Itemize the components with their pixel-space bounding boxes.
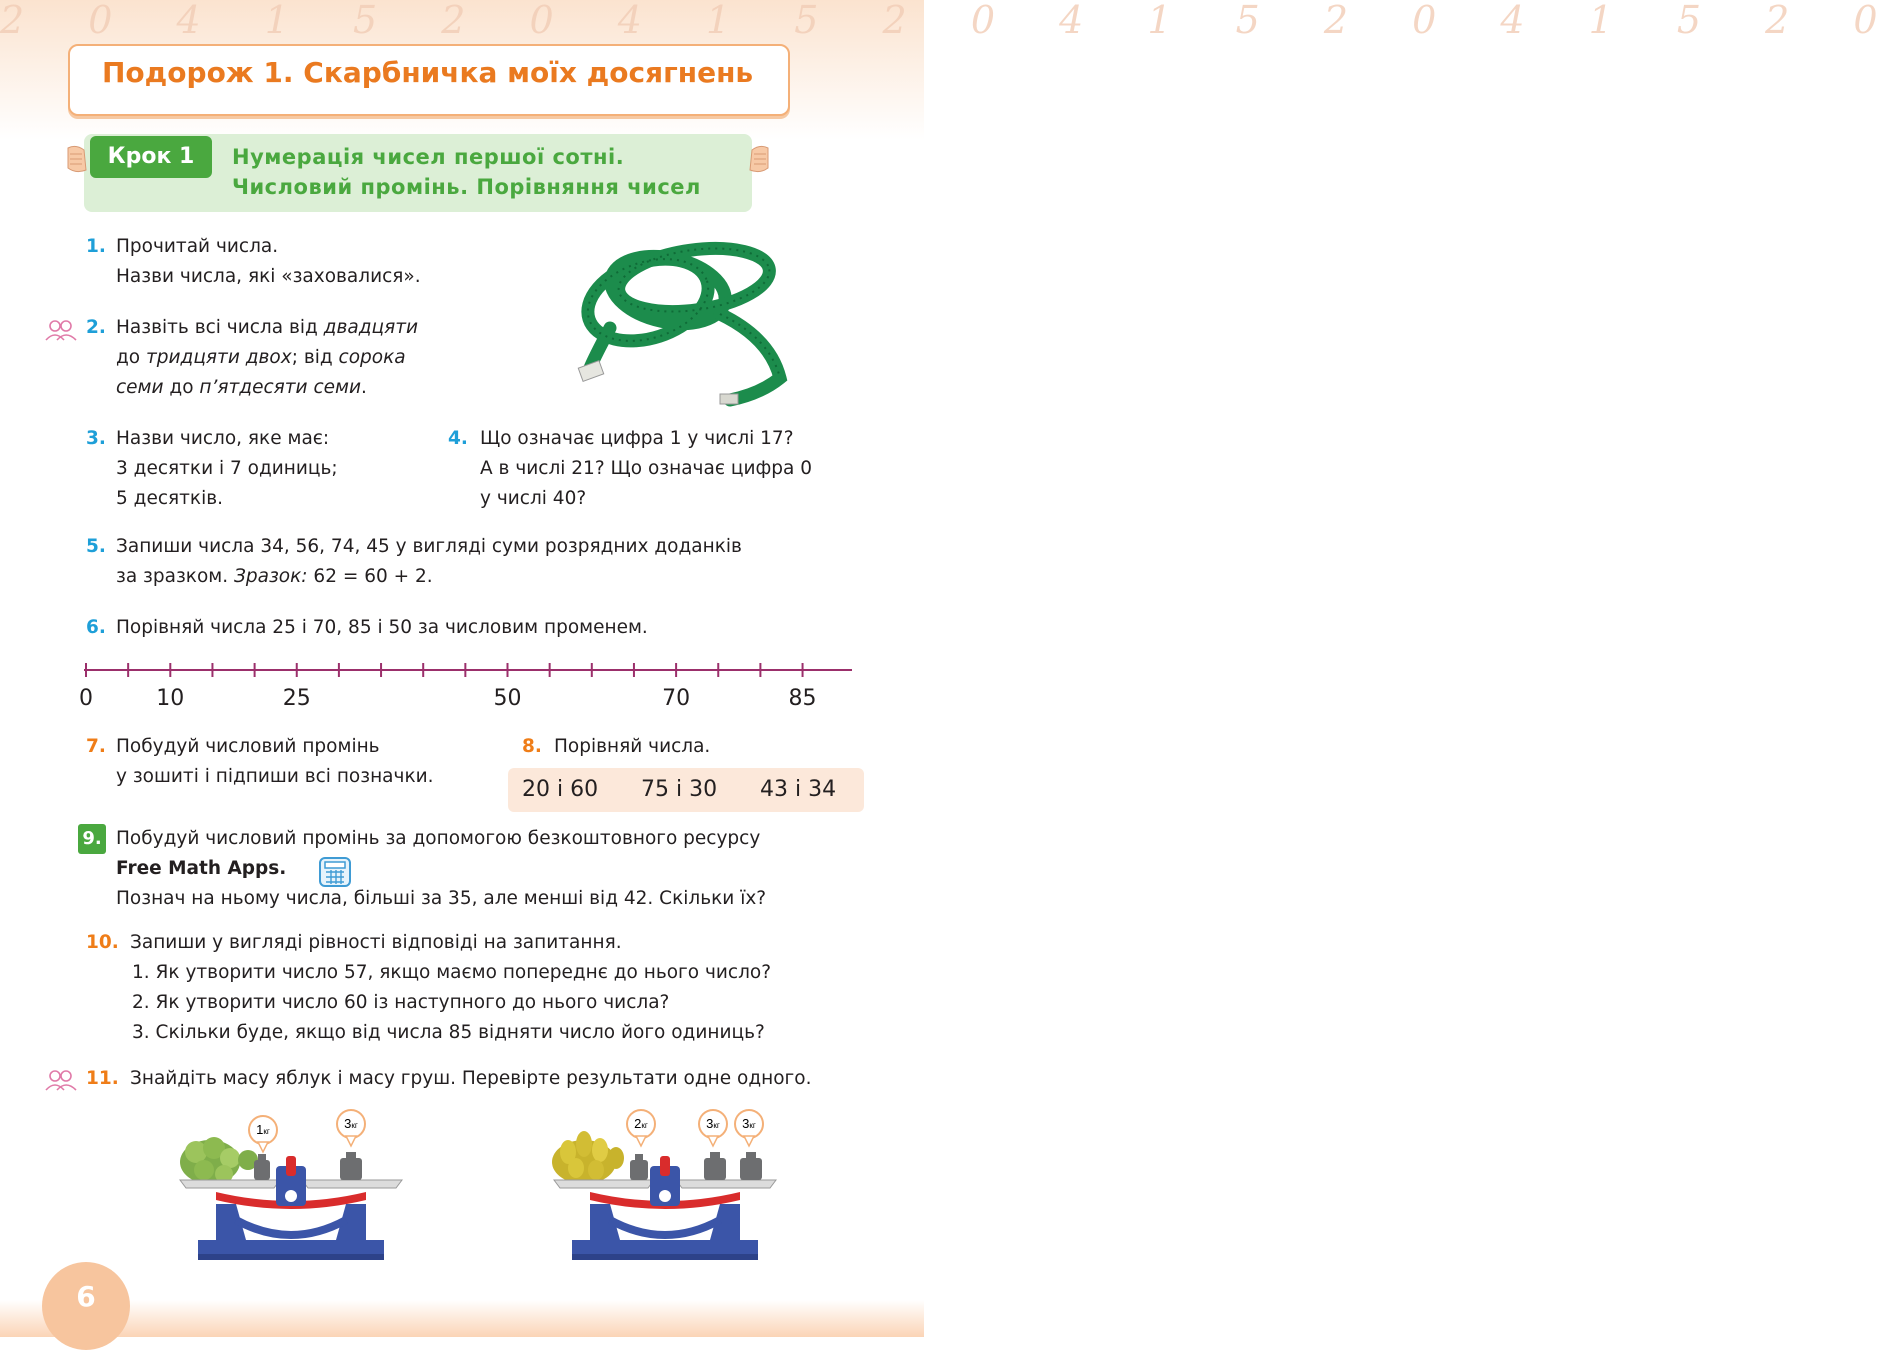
comparison-pair: 20 і 60 xyxy=(522,777,599,802)
pear-pile xyxy=(552,1131,624,1184)
calculator-app-icon[interactable] xyxy=(318,856,352,888)
task-3-line2: 3 десятки і 7 одиниць; xyxy=(116,458,338,479)
task-9-number: 9. xyxy=(78,824,106,854)
task-2-text-a: Назвіть всі числа від xyxy=(116,317,324,338)
task-2-line2 xyxy=(116,343,476,373)
apple-pile xyxy=(180,1137,258,1184)
task-4-number: 4. xyxy=(448,428,468,449)
number-line-label: 70 xyxy=(662,686,691,711)
task-4 xyxy=(480,424,812,514)
task-4-line1: Що означає цифра 1 у числі 17? xyxy=(480,428,794,449)
task-3 xyxy=(116,424,338,514)
task-7-line1: Побудуй числовий промінь xyxy=(116,736,380,757)
task-8-line1: Порівняй числа. xyxy=(554,736,711,757)
task-6-number: 6. xyxy=(86,617,106,638)
task-10-item: 1. Як утворити число 57, якщо маємо попереднє до нього число? xyxy=(132,962,772,983)
step-title-line1: Нумерація чисел першої сотні. xyxy=(232,145,625,169)
task-2-text-d: тридцяти двох xyxy=(146,347,292,368)
task-11-number: 11. xyxy=(86,1068,119,1089)
task-9 xyxy=(116,824,766,914)
comparison-pair: 75 і 30 xyxy=(641,777,718,802)
task-7 xyxy=(116,732,434,792)
pair-work-icon xyxy=(44,1068,78,1092)
task-9-line3: Познач на ньому числа, більші за 35, але менші від 42. Скільки їх? xyxy=(116,888,767,909)
page-number: 6 xyxy=(76,1280,96,1313)
number-line-label: 0 xyxy=(79,686,93,711)
apple-scales-image xyxy=(176,1100,416,1272)
step-title xyxy=(232,142,752,202)
task-2-line1 xyxy=(116,313,476,343)
task-10-number: 10. xyxy=(86,932,119,953)
measuring-tape-image xyxy=(570,218,792,408)
pair-work-icon xyxy=(44,318,78,342)
task-2-text-c: до xyxy=(116,347,146,368)
pear-scales-image xyxy=(550,1100,790,1272)
task-2-text-f: сорока xyxy=(338,347,406,368)
number-line-label: 25 xyxy=(282,686,311,711)
task-5-text-a: за зразком. xyxy=(116,566,235,587)
pear-weight-label: 3кг xyxy=(742,1116,756,1131)
task-5-line1: Запиши числа 34, 56, 74, 45 у вигляді суми розрядних доданків xyxy=(116,536,742,557)
task-3-line3: 5 десятків. xyxy=(116,488,223,509)
task-5-line2 xyxy=(116,562,742,592)
task-4-line2: А в числі 21? Що означає цифра 0 xyxy=(480,458,813,479)
task-3-number: 3. xyxy=(86,428,106,449)
task-7-line2: у зошиті і підпиши всі позначки. xyxy=(116,766,434,787)
task-10-item: 2. Як утворити число 60 із наступного до нього числа? xyxy=(132,992,670,1013)
step-tag: Крок 1 xyxy=(90,136,212,178)
task-9-line1: Побудуй числовий промінь за допомогою безкоштовного ресурсу xyxy=(116,828,761,849)
task-9-app-name[interactable]: Free Math Apps. xyxy=(116,858,287,879)
task-10-line1: Запиши у вигляді рівності відповіді на запитання. xyxy=(130,932,622,953)
task-2-text-i: п’ятдесяти семи xyxy=(199,377,361,398)
number-line-label: 85 xyxy=(788,686,817,711)
task-2-text-j: . xyxy=(361,377,367,398)
pear-weight-label: 3кг xyxy=(706,1116,720,1131)
title-box xyxy=(68,44,790,116)
task-2-text-b: двадцяти xyxy=(323,317,419,338)
task-5-text-b: Зразок: xyxy=(234,566,308,587)
task-1 xyxy=(116,232,421,292)
task-8-number: 8. xyxy=(522,736,542,757)
task-4-line3: у числі 40? xyxy=(480,488,587,509)
task-2 xyxy=(116,313,476,403)
background-digits: 2 0 4 1 5 2 0 4 1 5 2 0 4 1 5 2 0 4 1 5 2 0 xyxy=(0,0,1904,42)
number-line-label: 50 xyxy=(493,686,522,711)
task-1-line2: Назви числа, які «заховалися». xyxy=(116,266,421,287)
task-10-items xyxy=(132,958,771,1048)
task-5-number: 5. xyxy=(86,536,106,557)
task-2-text-e: ; від xyxy=(291,347,339,368)
task-2-number: 2. xyxy=(86,317,106,338)
task-5-text-c: 62 = 60 + 2. xyxy=(307,566,433,587)
comparison-pair: 43 і 34 xyxy=(760,777,837,802)
task-2-text-h: до xyxy=(163,377,200,398)
page-title: Подорож 1. Скарбничка моїх досягнень xyxy=(102,56,754,89)
task-11-line1: Знайдіть масу яблук і масу груш. Перевірте результати одне одного. xyxy=(130,1068,812,1089)
apple-weight-label: 3кг xyxy=(344,1116,358,1131)
pear-weight-label: 2кг xyxy=(634,1116,648,1131)
task-3-line1: Назви число, яке має: xyxy=(116,428,330,449)
task-10-item: 3. Скільки буде, якщо від числа 85 відняти число його одиниць? xyxy=(132,1022,765,1043)
task-1-line1: Прочитай числа. xyxy=(116,236,279,257)
task-2-text-g: семи xyxy=(116,377,164,398)
task-5 xyxy=(116,532,742,592)
apple-weight-label: 1кг xyxy=(256,1122,270,1137)
step-title-line2: Числовий промінь. Порівняння чисел xyxy=(232,175,701,199)
task-7-number: 7. xyxy=(86,736,106,757)
task-1-number: 1. xyxy=(86,236,106,257)
task-6-line1: Порівняй числа 25 і 70, 85 і 50 за числовим променем. xyxy=(116,617,648,638)
task-2-line3 xyxy=(116,373,476,403)
hand-left-icon xyxy=(64,142,88,176)
footer-band xyxy=(0,1300,924,1337)
number-line-label: 10 xyxy=(156,686,185,711)
